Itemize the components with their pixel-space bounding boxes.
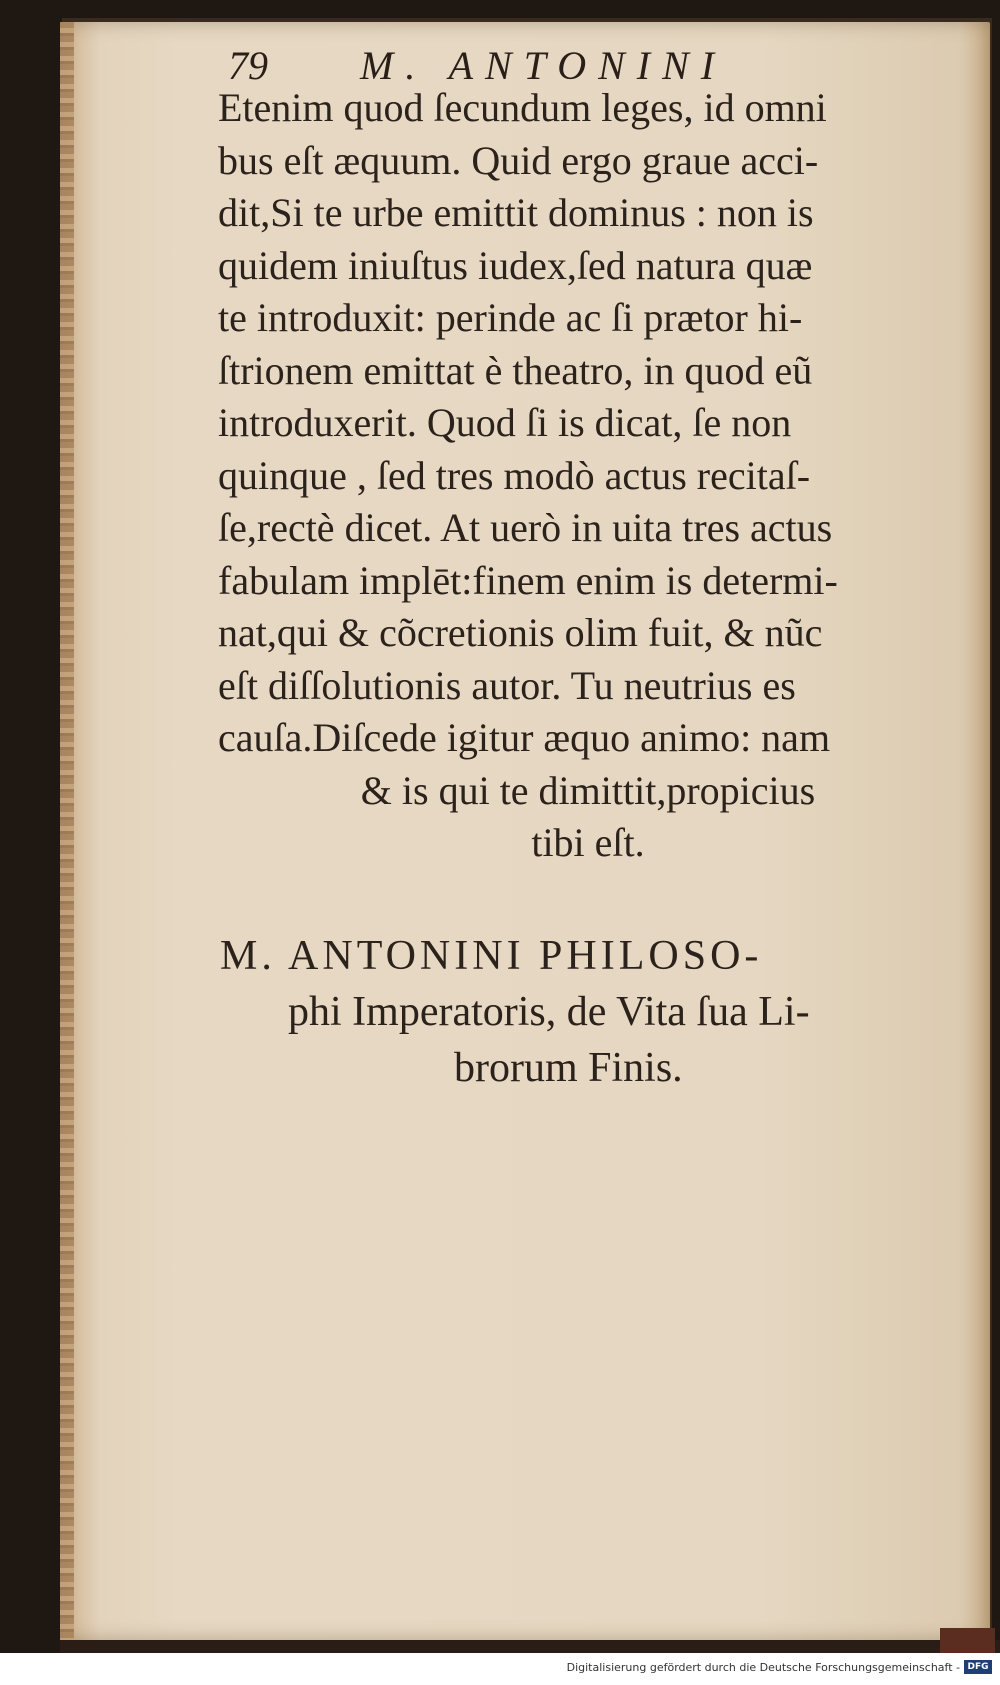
- text-line: eſt diſſolutionis autor. Tu neutrius es: [218, 662, 796, 708]
- text-line: dit,Si te urbe emittit dominus : non is: [218, 190, 814, 235]
- page-bottom-edge: [60, 1640, 1000, 1653]
- page-number: 79: [228, 43, 268, 88]
- text-line: quinque , ſed tres modò actus recitaſ-: [218, 452, 811, 498]
- colophon-line: phi Imperatoris, de Vita ſua Li-: [288, 989, 810, 1035]
- text-line: bus eſt æquum. Quid ergo graue acci-: [218, 137, 819, 183]
- text-line: te introduxit: perinde ac ſi prætor hi-: [218, 295, 803, 340]
- colophon-line: M. ANTONINI PHILOSO-: [220, 933, 763, 979]
- running-title: M. ANTONINI: [360, 43, 727, 88]
- footer-credit: Digitalisierung gefördert durch die Deutsche Forschungsgemeinschaft -: [566, 1661, 960, 1674]
- dfg-logo-icon: DFG: [964, 1660, 992, 1674]
- text-line: introduxerit. Quod ſi is dicat, ſe non: [218, 400, 792, 445]
- text-line: quidem iniuſtus iudex,ſed natura quæ: [218, 242, 813, 288]
- text-line: & is qui te dimittit,propicius: [360, 767, 816, 813]
- text-line: tibi eſt.: [531, 820, 645, 865]
- main-text-block: [218, 82, 958, 870]
- text-line: nat,qui & cõcretionis olim fuit, & nũc: [218, 610, 823, 655]
- text-line: Etenim quod ſecundum leges, id omni: [218, 85, 827, 130]
- text-line: cauſa.Diſcede igitur æquo animo: nam: [218, 715, 831, 760]
- digitization-footer: [0, 1653, 1000, 1685]
- text-line: fabulam implēt:finem enim is determi-: [218, 557, 838, 603]
- binding-edge: [60, 22, 74, 1640]
- colophon: [210, 928, 950, 1096]
- corner-mark: [940, 1628, 995, 1653]
- text-line: ſe,rectè dicet. At uerò in uita tres actus: [218, 505, 833, 550]
- colophon-line: brorum Finis.: [454, 1045, 683, 1091]
- text-line: ſtrionem emittat è theatro, in quod eũ: [218, 347, 813, 393]
